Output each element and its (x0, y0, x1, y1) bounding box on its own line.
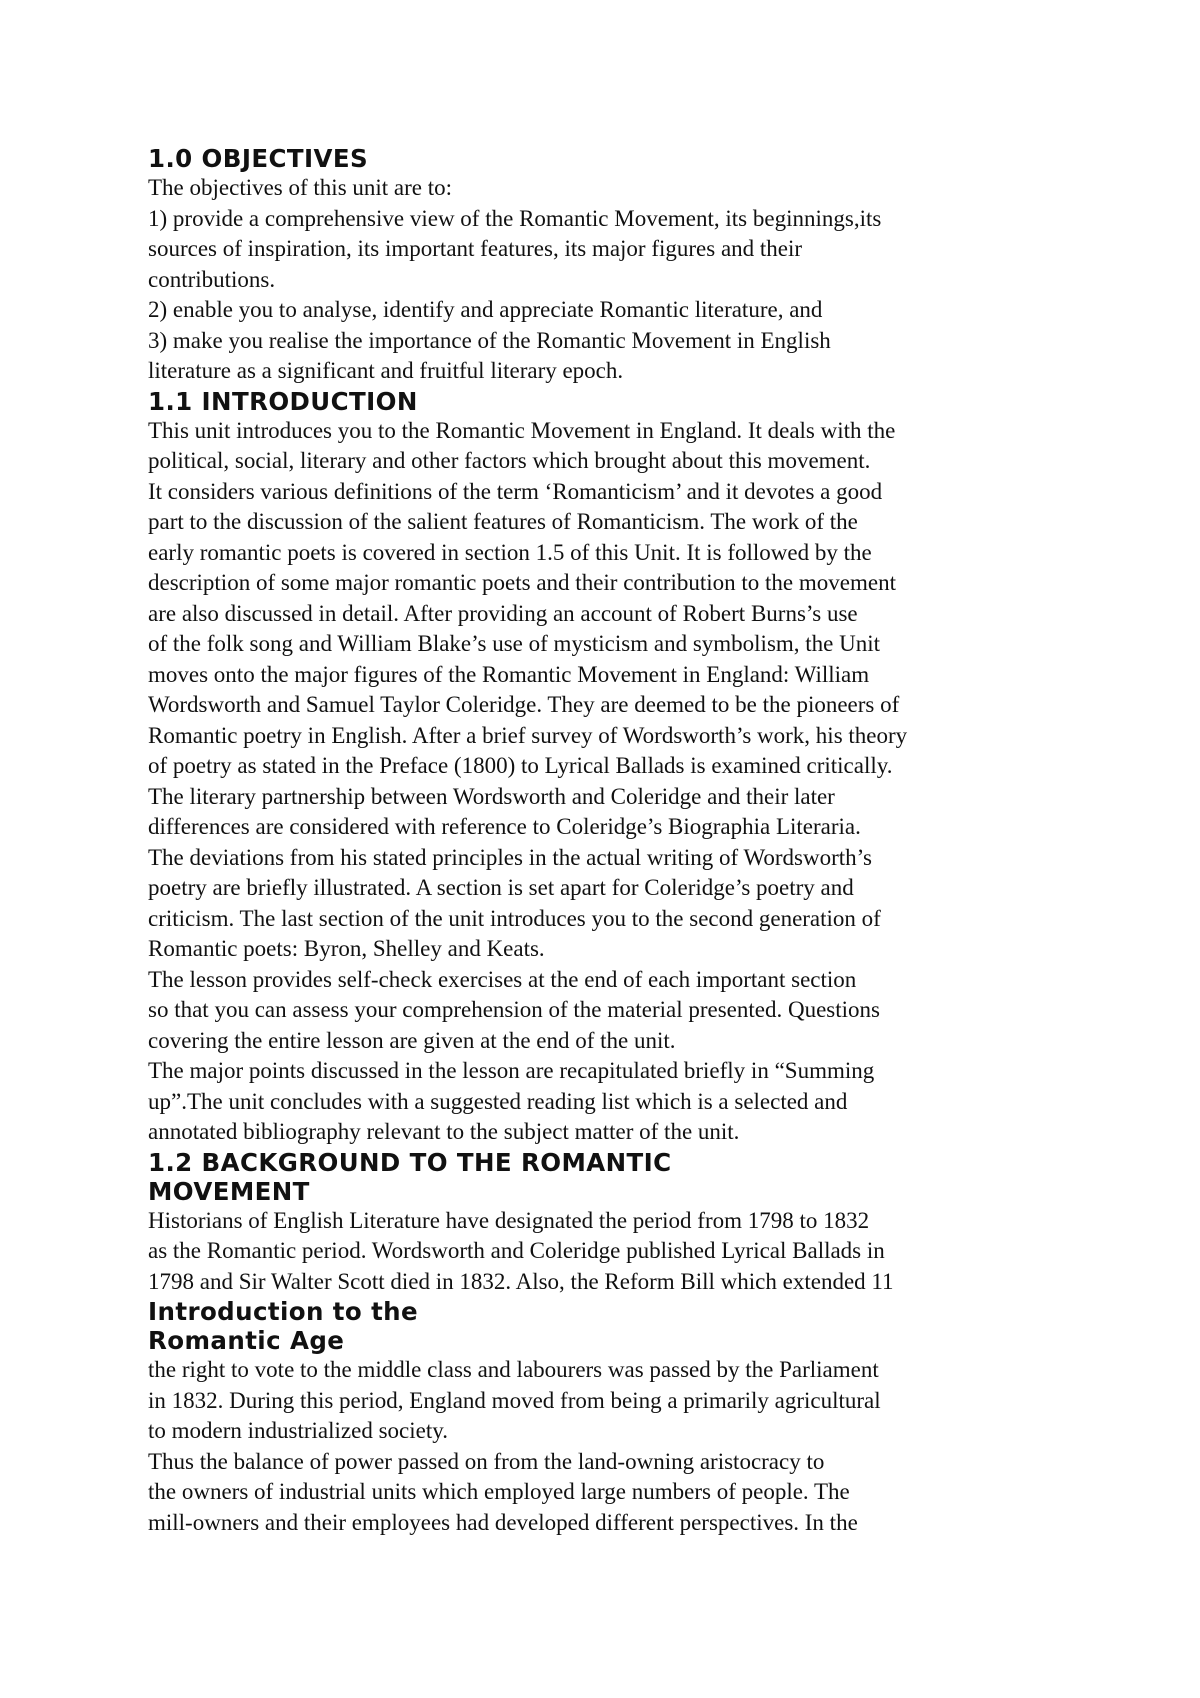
text-line: Historians of English Literature have designated the period from 1798 to 1832 (148, 1207, 870, 1233)
text-line: It considers various definitions of the term ‘Romanticism’ and it devotes a good (148, 478, 883, 504)
text-line: sources of inspiration, its important features, its major figures and their (148, 236, 803, 261)
text-line: The deviations from his stated principles in the actual writing of Wordsworth’s (148, 844, 872, 870)
text-line: literature as a significant and fruitful literary epoch. (148, 358, 624, 383)
background-heading-line: MOVEMENT (148, 1176, 310, 1206)
document-content (148, 144, 1048, 1538)
text-line: This unit introduces you to the Romantic Movement in England. It deals with the (148, 417, 896, 443)
text-line: description of some major romantic poets and their contribution to the movement (148, 570, 896, 595)
running-head-line: Romantic Age (148, 1326, 345, 1355)
text-line: early romantic poets is covered in section 1.5 of this Unit. It is followed by the (148, 539, 872, 565)
text-line: as the Romantic period. Wordsworth and Coleridge published Lyrical Ballads in (148, 1238, 885, 1263)
text-line: Romantic poets: Byron, Shelley and Keats. (148, 936, 545, 961)
introduction-text (148, 416, 1048, 1148)
running-head (148, 1297, 1048, 1355)
text-line: political, social, literary and other factors which brought about this movement. (148, 448, 871, 473)
text-line: are also discussed in detail. After providing an account of Robert Burns’s use (148, 600, 858, 626)
text-line: 2) enable you to analyse, identify and appreciate Romantic literature, and (148, 297, 823, 322)
text-line: up”.The unit concludes with a suggested reading list which is a selected and (148, 1088, 848, 1114)
objectives-text (148, 173, 1048, 387)
text-line: The lesson provides self-check exercises at the end of each important section (148, 966, 857, 992)
continued-text (148, 1355, 1048, 1538)
text-line: Thus the balance of power passed on from the land-owning aristocracy to (148, 1448, 825, 1474)
background-heading (148, 1148, 1048, 1206)
text-line: so that you can assess your comprehension of the material presented. Questions (148, 997, 880, 1022)
text-line: 1798 and Sir Walter Scott died in 1832. Also, the Reform Bill which extended 11 (148, 1268, 894, 1294)
text-line: The objectives of this unit are to: (148, 175, 453, 200)
background-heading-line: 1.2 BACKGROUND TO THE ROMANTIC (148, 1147, 672, 1177)
running-head-line: Introduction to the (148, 1297, 419, 1326)
text-line: the right to vote to the middle class and labourers was passed by the Parliament (148, 1357, 879, 1382)
text-line: The major points discussed in the lesson are recapitulated briefly in “Summing (148, 1058, 875, 1083)
text-line: in 1832. During this period, England moved from being a primarily agricultural (148, 1387, 881, 1413)
text-line: part to the discussion of the salient features of Romanticism. The work of the (148, 509, 858, 534)
text-line: of poetry as stated in the Preface (1800) to Lyrical Ballads is examined critically. (148, 753, 893, 778)
text-line: covering the entire lesson are given at the end of the unit. (148, 1027, 676, 1053)
text-line: mill-owners and their employees had developed different perspectives. In the (148, 1509, 858, 1535)
introduction-heading: 1.1 INTRODUCTION (148, 386, 418, 416)
objectives-heading: 1.0 OBJECTIVES (148, 144, 369, 173)
text-line: of the folk song and William Blake’s use of mysticism and symbolism, the Unit (148, 631, 881, 656)
text-line: contributions. (148, 266, 276, 292)
text-line: criticism. The last section of the unit introduces you to the second generation of (148, 905, 881, 931)
text-line: moves onto the major figures of the Romantic Movement in England: William (148, 661, 870, 687)
text-line: to modern industrialized society. (148, 1418, 448, 1443)
text-line: Wordsworth and Samuel Taylor Coleridge. They are deemed to be the pioneers of (148, 692, 900, 717)
background-text (148, 1206, 1048, 1298)
text-line: 3) make you realise the importance of the Romantic Movement in English (148, 327, 831, 353)
text-line: Romantic poetry in English. After a brief survey of Wordsworth’s work, his theory (148, 722, 908, 748)
text-line: differences are considered with reference to Coleridge’s Biographia Literaria. (148, 814, 861, 839)
text-line: poetry are briefly illustrated. A section is set apart for Coleridge’s poetry and (148, 875, 854, 900)
text-line: 1) provide a comprehensive view of the Romantic Movement, its beginnings,its (148, 205, 882, 231)
text-line: the owners of industrial units which employed large numbers of people. The (148, 1479, 850, 1504)
text-line: annotated bibliography relevant to the subject matter of the unit. (148, 1119, 740, 1144)
text-line: The literary partnership between Wordsworth and Coleridge and their later (148, 783, 835, 809)
